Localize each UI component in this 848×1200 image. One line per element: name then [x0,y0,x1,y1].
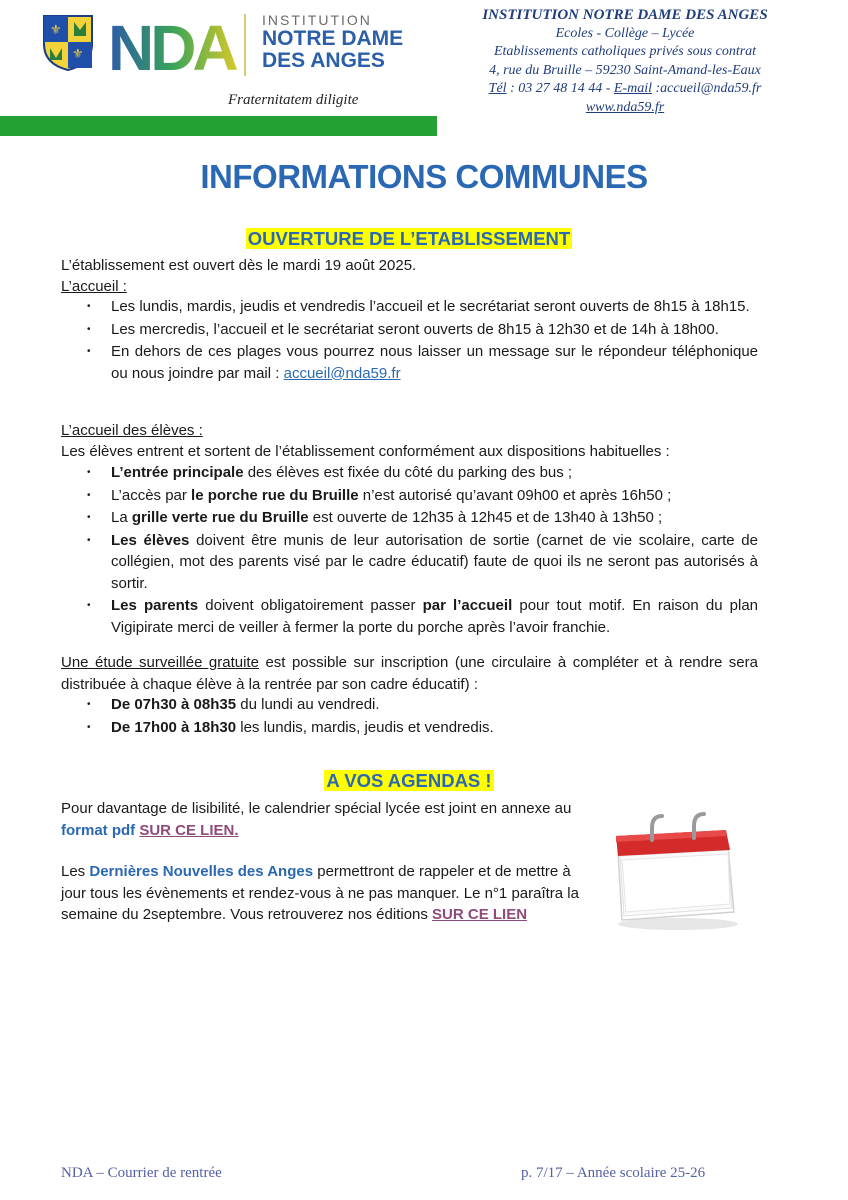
list-item: • Les mercredis, l’accueil et le secrétariat seront ouverts de 8h15 à 12h30 et de 14h à 18h00. [87,320,719,338]
nda-logo [108,14,238,76]
list-item: • De 17h00 à 18h30 les lundis, mardis, jeudis et vendredis. [87,718,494,736]
etude-paragraph: Une étude surveillée gratuite est possible sur inscription (une circulaire à compléter et à rendre sera distribuée à chaque élève à la rentrée par son cadre éducatif) : [61,654,758,693]
institution-name: NOTRE DAME DES ANGES [262,27,404,72]
list-item: • Les parents doivent obligatoirement passer par l’accueil pour tout motif. En raison du plan Vigipirate merci de veiller à fermer la porte du porche après l’avoir franchie. [87,597,759,636]
accueil-list [61,296,758,385]
header-green-bar [0,116,437,136]
eleves-label: L’accueil des élèves : [61,422,203,439]
institution-label: INSTITUTION [262,12,372,28]
agenda-paragraph: Pour davantage de lisibilité, le calendrier spécial lycée est joint en annexe au format pdf SUR CE LIEN. [61,800,572,839]
logo-divider [244,14,246,76]
eleves-intro: Les élèves entrent et sortent de l’établissement conformément aux dispositions habituelles : [61,443,670,460]
address-block [460,6,790,117]
address-name: INSTITUTION NOTRE DAME DES ANGES [482,7,768,23]
footer-left: NDA – Courrier de rentrée [61,1165,222,1181]
address-line: Ecoles - Collège – Lycée [555,25,695,41]
calendar-link[interactable]: SUR CE LIEN [139,821,235,839]
list-item: • L’entrée principale des élèves est fixée du côté du parking des bus ; [87,464,573,481]
list-item: • En dehors de ces plages vous pourrez nous laisser un message sur le répondeur téléphonique ou nous joindre par mail : accueil@nda59.fr [87,343,758,382]
news-paragraph: Les Dernières Nouvelles des Anges permettront de rappeler et de mettre à jour tous les évènements et rendez-vous à ne pas manquer. Le n°1 paraîtra la semaine du 2septembre. Vous retrouverez nos éditions SUR CE LIEN [61,863,579,923]
svg-text:⚜: ⚜ [50,23,62,38]
svg-text:⚜: ⚜ [72,47,84,62]
eleves-list [61,462,758,639]
calendar-icon [608,812,742,932]
contact-line: Tél : 03 27 48 14 44 - E-mail :accueil@nda59.fr [488,81,762,96]
list-item: • Les élèves doivent être munis de leur autorisation de sortie (carnet de vie scolaire, carte de collégien, mot des parents visé par le cadre éducatif) faute de quoi ils ne seront pas autorisés à sortir. [87,531,758,592]
accueil-label: L’accueil : [61,278,127,295]
footer-page: p. 7/17 – Année scolaire 25-26 [521,1165,706,1181]
address-line: Etablissements catholiques privés sous contrat [493,44,757,59]
list-item: • L’accès par le porche rue du Bruille n’est autorisé qu’avant 09h00 et après 16h50 ; [87,486,672,504]
svg-text:NDA: NDA [108,14,235,76]
motto: Fraternitatem diligite [228,92,359,108]
section-heading: A VOS AGENDAS ! [326,770,492,791]
page-title: INFORMATIONS COMMUNES [200,158,648,195]
crest-icon [42,14,94,72]
website-link[interactable]: www.nda59.fr [585,99,665,115]
email-link[interactable]: accueil@nda59.fr [283,364,401,382]
list-item: • Les lundis, mardis, jeudis et vendredis l’accueil et le secrétariat seront ouverts de 8h15 à 18h15. [87,298,750,315]
etude-list [61,694,758,739]
editions-link[interactable]: SUR CE LIEN [432,906,528,923]
section-heading: OUVERTURE DE L’ETABLISSEMENT [247,228,571,249]
list-item: • De 07h30 à 08h35 du lundi au vendredi. [87,696,380,713]
opening-text: L’établissement est ouvert dès le mardi 19 août 2025. [61,257,417,274]
address-line: 4, rue du Bruille – 59230 Saint-Amand-les-Eaux [489,62,761,78]
list-item: • La grille verte rue du Bruille est ouverte de 12h35 à 12h45 et de 13h40 à 13h50 ; [87,509,663,526]
